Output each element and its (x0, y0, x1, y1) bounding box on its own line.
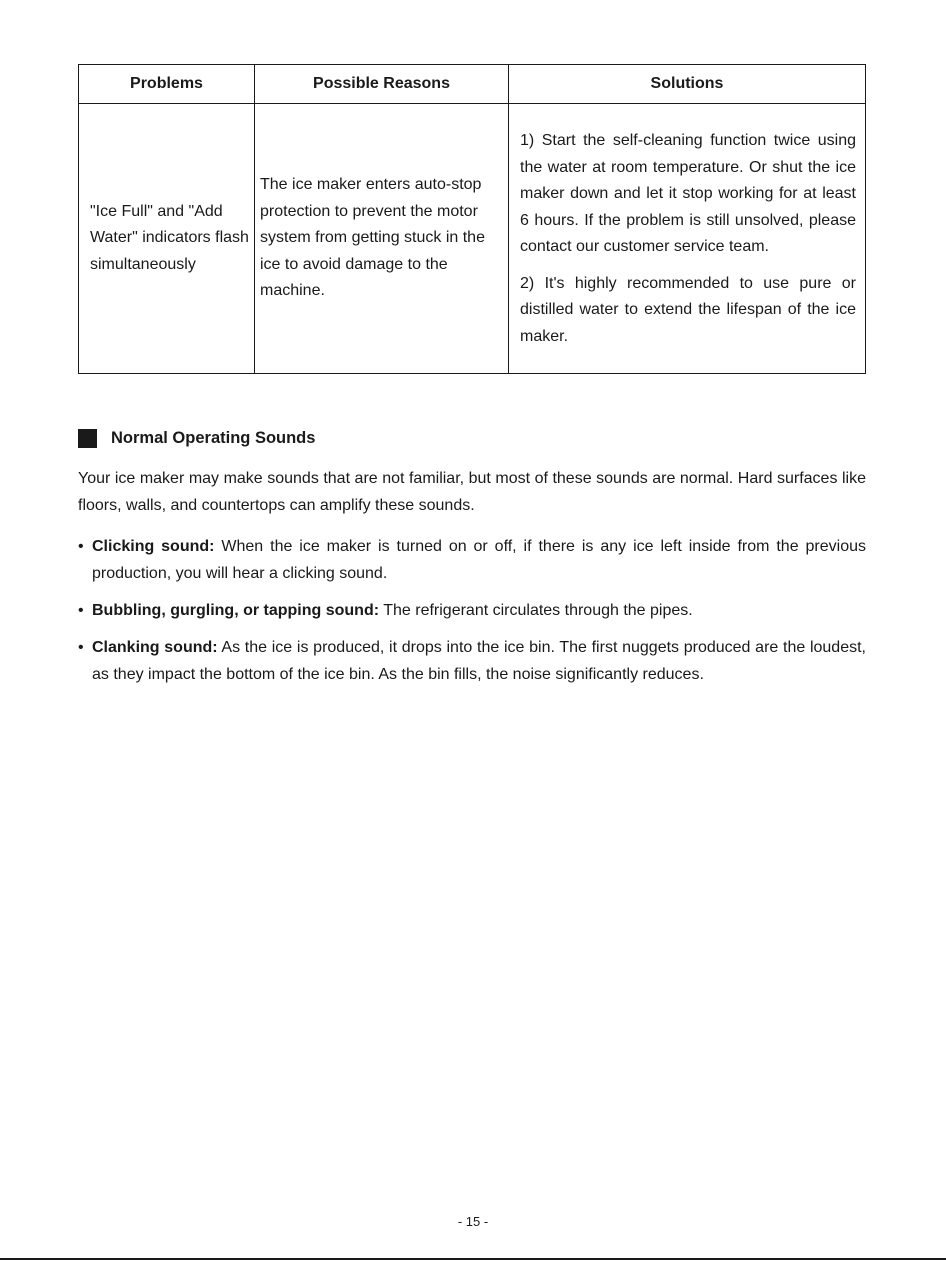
bullet-dot-icon: • (78, 639, 84, 656)
list-item (78, 533, 866, 587)
bottom-rule (0, 1258, 946, 1260)
square-bullet-icon (78, 429, 97, 448)
solution-2: 2) It's highly recommended to use pure or distilled water to extend the lifespan of the ice maker. (520, 274, 856, 345)
list-item (78, 634, 866, 688)
bullet-term: Bubbling, gurgling, or tapping sound: (92, 602, 380, 619)
bullet-text: When the ice maker is turned on or off, if there is any ice left inside from the previous production, you will hear a clicking sound. (92, 538, 867, 582)
bullet-term: Clicking sound: (92, 538, 215, 555)
header-problems: Problems (79, 65, 255, 104)
bullet-text: The refrigerant circulates through the pipes. (379, 602, 693, 619)
sounds-list (78, 533, 866, 698)
intro-paragraph: Your ice maker may make sounds that are not familiar, but most of these sounds are normal. Hard surfaces like floors, walls, and countertops can amplify these sounds. (78, 470, 866, 514)
table-header-row (79, 65, 866, 104)
list-item (78, 597, 866, 624)
bullet-term: Clanking sound: (92, 639, 218, 656)
header-possible-reasons: Possible Reasons (255, 65, 509, 104)
page-number: - 15 - (457, 1214, 489, 1229)
section-heading (78, 427, 315, 449)
section-title: Normal Operating Sounds (111, 428, 316, 447)
solutions-cell (509, 104, 866, 374)
bullet-dot-icon: • (78, 602, 84, 619)
troubleshooting-table (78, 64, 866, 374)
solution-1: 1) Start the self-cleaning function twice using the water at room temperature. Or shut the ice maker down and let it stop working for at least 6 hours. If the problem is still unsolved, please contact our customer service team. (520, 132, 856, 255)
table-row (79, 104, 866, 374)
problem-cell: "Ice Full" and "Add Water" indicators flash simultaneously (79, 104, 255, 374)
reason-cell: The ice maker enters auto-stop protection to prevent the motor system from getting stuck in the ice to avoid damage to the machine. (255, 104, 509, 374)
bullet-text: As the ice is produced, it drops into the ice bin. The first nuggets produced are the loudest, as they impact the bottom of the ice bin. As the bin fills, the noise significantly reduces. (92, 639, 866, 683)
header-solutions: Solutions (509, 65, 866, 104)
bullet-dot-icon: • (78, 538, 84, 555)
